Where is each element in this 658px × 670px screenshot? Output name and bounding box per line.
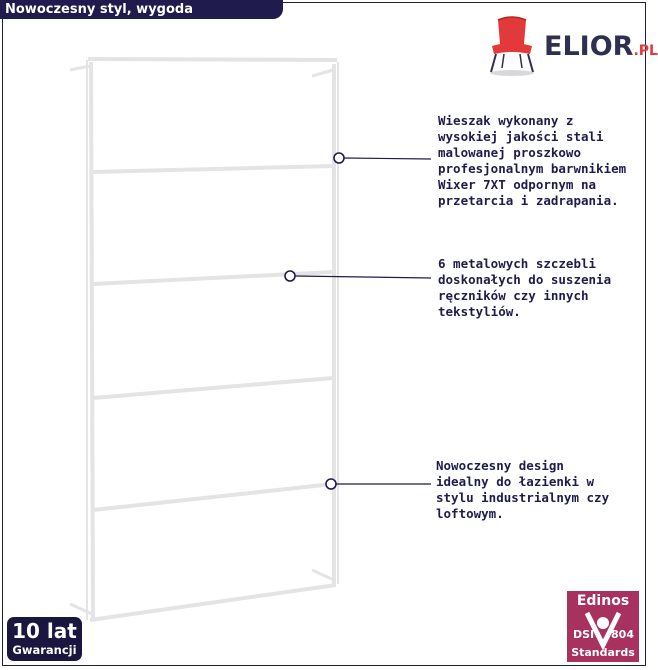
callout-marker-2 (285, 271, 295, 281)
callout-text-material: Wieszak wykonany z wysokiej jakości stali malowanej proszkowo profesjonalnym barwnikiem Wixer 7XT odpornym na przetarcia i zadrapania. (438, 113, 627, 208)
callout-line-2 (295, 276, 431, 278)
callout-marker-3 (326, 479, 336, 489)
rack-rung (93, 166, 333, 172)
callout-text-design: Nowoczesny design idealny do łazienki w stylu industrialnym czy loftowym. (436, 458, 610, 521)
rack-top-bar (88, 59, 337, 60)
logo-suffix: .PL (633, 43, 658, 59)
callout-line-1 (344, 158, 431, 159)
rack-bottom-bar (90, 585, 336, 620)
promo-banner: Nowoczesny styl, wygoda użytkowania! (0, 0, 283, 19)
rack-rung (93, 378, 333, 398)
edinos-badge (567, 591, 639, 662)
logo-name: ELIOR (544, 31, 634, 62)
rack-rung (93, 272, 333, 284)
guarantee-badge (7, 617, 82, 661)
callout-text-rungs: 6 metalowych szczebli doskonałych do suszenia ręczników czy innych tekstyliów. (438, 256, 612, 319)
callout-marker-1 (334, 153, 344, 163)
rack-rung (93, 484, 333, 510)
edinos-right-code: 804 (611, 628, 634, 641)
edinos-title: Edinos (576, 593, 630, 609)
edinos-standards: Standards (571, 646, 635, 659)
guarantee-label: Gwarancji (12, 643, 77, 657)
edinos-left-code: DSI (573, 628, 595, 641)
rack-left-rail (91, 62, 93, 618)
guarantee-years: 10 lat (12, 619, 77, 643)
